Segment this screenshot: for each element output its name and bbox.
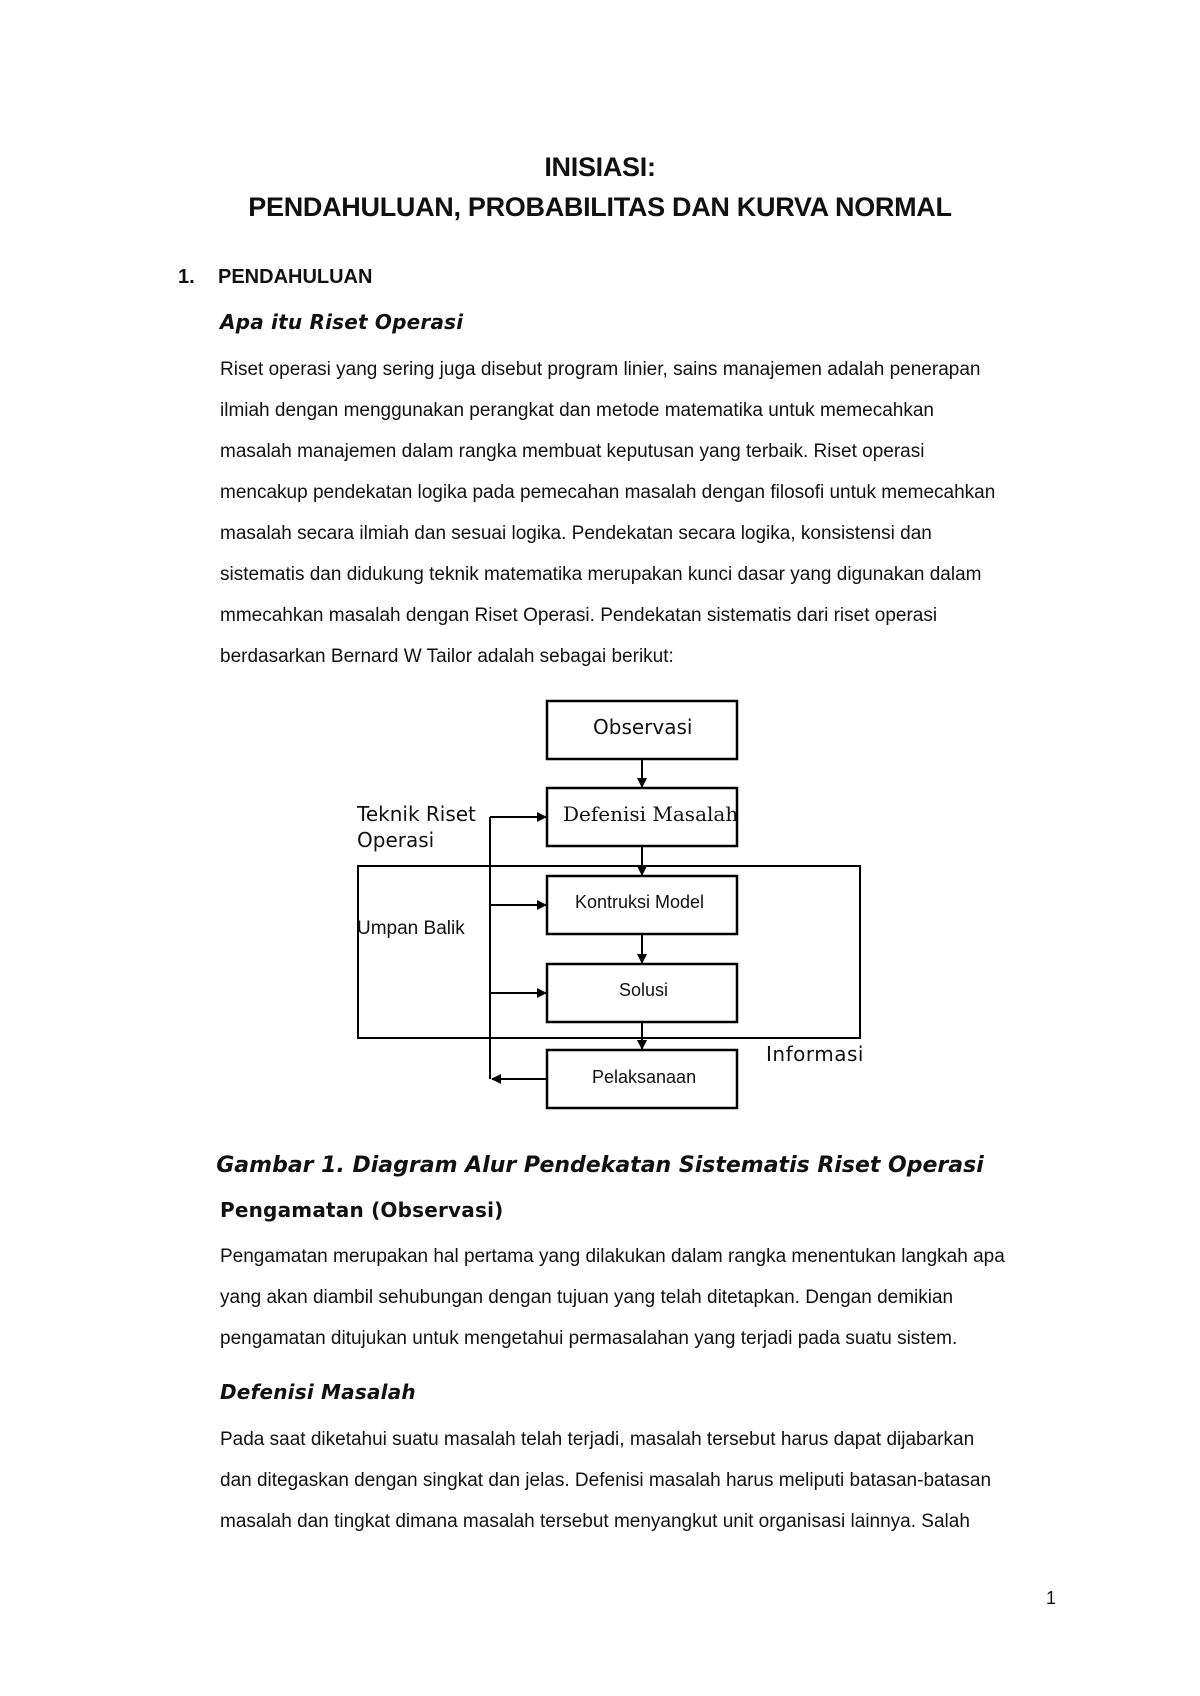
paragraph-line: yang akan diambil sehubungan dengan tujuan yang telah ditetapkan. Dengan demikian: [220, 1287, 954, 1308]
paragraph-pengamatan: [220, 1236, 1100, 1359]
label-solusi: Solusi: [619, 980, 669, 1000]
paragraph-riset-operasi: [220, 349, 1100, 677]
paragraph-line: berdasarkan Bernard W Tailor adalah sebagai berikut:: [220, 646, 674, 667]
paragraph-line: mmecahkan masalah dengan Riset Operasi. Pendekatan sistematis dari riset operasi: [220, 605, 938, 626]
paragraph-line: pengamatan ditujukan untuk mengetahui permasalahan yang terjadi pada suatu sistem.: [220, 1328, 958, 1349]
paragraph-line: masalah secara ilmiah dan sesuai logika. Pendekatan secara logika, konsistensi dan: [220, 523, 932, 544]
label-informasi: Informasi: [766, 1042, 864, 1066]
paragraph-line: masalah dan tingkat dimana masalah tersebut menyangkut unit organisasi lainnya. Salah: [220, 1511, 970, 1532]
paragraph-line: mencakup pendekatan logika pada pemecahan masalah dengan filosofi untuk memecahkan: [220, 482, 996, 503]
flow-diagram: [350, 690, 890, 1120]
label-teknik-riset: Teknik Riset: [357, 802, 476, 826]
paragraph-line: Pengamatan merupakan hal pertama yang dilakukan dalam rangka menentukan langkah apa: [220, 1246, 1005, 1267]
label-operasi: Operasi: [357, 828, 435, 852]
paragraph-line: Pada saat diketahui suatu masalah telah terjadi, masalah tersebut harus dapat dijabarkan: [220, 1429, 975, 1450]
title-line-2: PENDAHULUAN, PROBABILITAS DAN KURVA NORMAL: [248, 192, 952, 222]
paragraph-line: ilmiah dengan menggunakan perangkat dan metode matematika untuk memecahkan: [220, 400, 935, 421]
label-kontruksi-model: Kontruksi Model: [575, 892, 705, 912]
page-number: 1: [1046, 1588, 1057, 1608]
subheading-pengamatan: Pengamatan (Observasi): [220, 1198, 504, 1222]
section-title: PENDAHULUAN: [218, 266, 373, 288]
paragraph-defenisi-masalah: [220, 1419, 1100, 1542]
paragraph-line: masalah manajemen dalam rangka membuat keputusan yang terbaik. Riset operasi: [220, 441, 925, 462]
section-heading: [178, 266, 372, 289]
label-observasi: Observasi: [593, 715, 693, 739]
label-umpan-balik: Umpan Balik: [357, 918, 465, 939]
paragraph-line: dan ditegaskan dengan singkat dan jelas. Defenisi masalah harus meliputi batasan-batasan: [220, 1470, 992, 1491]
label-defenisi-masalah: Defenisi Masalah: [563, 802, 739, 826]
figure-caption: Gambar 1. Diagram Alur Pendekatan Sistematis Riset Operasi: [216, 1153, 984, 1178]
paragraph-line: Riset operasi yang sering juga disebut program linier, sains manajemen adalah penerapan: [220, 359, 981, 380]
paragraph-line: sistematis dan didukung teknik matematika merupakan kunci dasar yang digunakan dalam: [220, 564, 982, 585]
subheading-riset-operasi: Apa itu Riset Operasi: [220, 310, 464, 334]
title-line-1: INISIASI:: [544, 152, 656, 182]
section-number: 1.: [178, 266, 195, 288]
label-pelaksanaan: Pelaksanaan: [592, 1067, 697, 1087]
subheading-defenisi-masalah: Defenisi Masalah: [220, 1380, 416, 1404]
